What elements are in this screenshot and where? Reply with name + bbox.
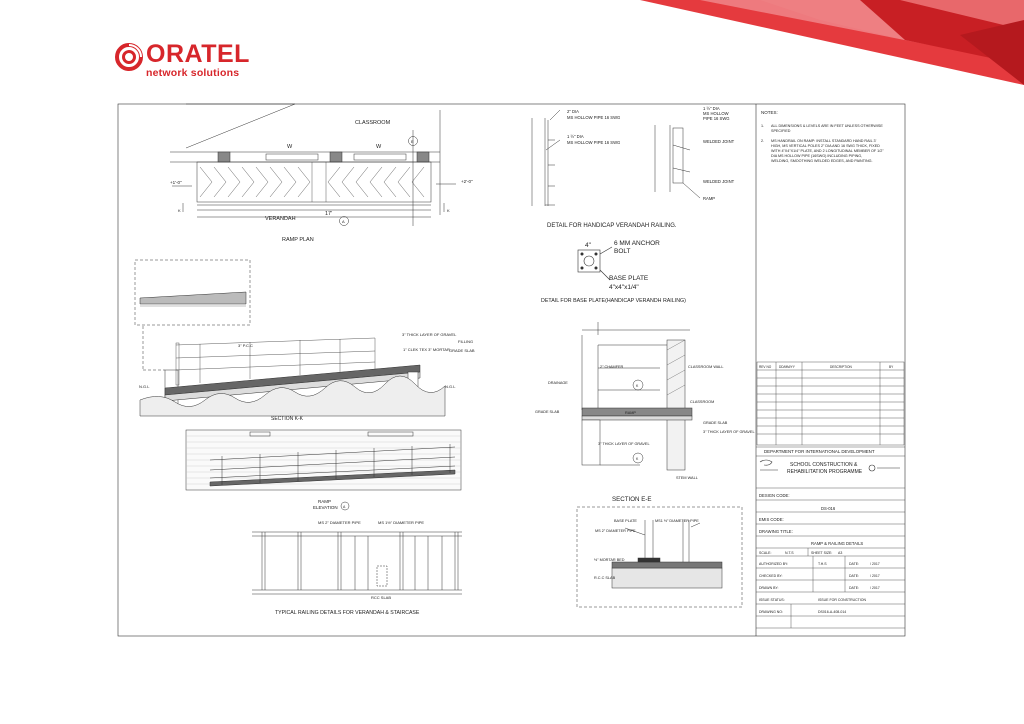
pipe-15-spec: MS HOLLOW PIPE 16 SWG [567,140,621,145]
section-kk-right [582,322,692,470]
tb-drawing-title-label: DRAWING TITLE: [759,529,793,534]
tb-date-label-1: DATE: [849,562,860,566]
pipe-2-dia: 2" DIA [567,109,579,114]
tb-prog1: SCHOOL CONSTRUCTION & [790,462,858,468]
anchor-2: BOLT [614,248,631,255]
pcc-label: 3" P.C.C [238,343,253,348]
pipe-15-dia: 1 ½" DIA [567,134,584,139]
tb-dept: DEPARTMENT FOR INTERNATIONAL DEVELOPMENT [764,449,875,454]
rev-col-date: DD/MM/YY [779,365,795,369]
title-section-kk: SECTION K-K [271,416,303,422]
tb-date-2: / 2017 [870,574,880,578]
tb-auth: T.H.S [818,562,827,566]
level-right: +2'-0" [461,179,473,184]
k-right: K [447,208,450,213]
brand-name: ORATEL [146,40,250,68]
note1-line1: ALL DIMENSIONS & LEVELS ARE IN FEET UNLESS OTHERWISE [771,124,883,128]
title-ramp-plan: RAMP PLAN [282,237,314,243]
revision-table [757,362,904,445]
welded-joint-2: WELDED JOINT [703,179,735,184]
ee-ms15: MS1 ½" DIAMETER PIPE [655,519,699,523]
tb-date-1: / 2017 [870,562,880,566]
note1-line2: SPECIFIED [771,129,791,133]
ramp-right: RAMP [625,411,636,415]
note2-line4: DIA MS HOLLOW PIPE (16SWG) INCLUDING PIPING, [771,154,863,158]
grade-right: GRADE SLAB [703,421,728,425]
drainage: DRAINAGE [548,381,568,385]
base-plate-detail [578,247,612,280]
k-tag-1: K [636,384,639,388]
note2-line2: HIGH, MS VERTICAL POLES 2" DIA AND 16 SWG THICK, FIXED [771,144,880,148]
classroom-right: CLASSROOM [690,400,715,404]
dim-w1: W [287,144,293,150]
ngl-left: N.G.L [139,384,150,389]
welded-joint-1: WELDED JOINT [703,139,735,144]
tb-design-code: DS-016 [821,506,836,511]
tb-prog2: REHABILITATION PROGRAMME [787,469,863,475]
stem-wall: STEM WALL [676,476,698,480]
ramp-label: RAMP [703,196,716,201]
section-kk [135,260,445,416]
railing-rcc: RCC SLAB [371,595,392,600]
tb-auth-label: AUTHORIZED BY: [759,562,789,566]
note2-line3: WITH 4"X4"X1/4" PLATE, AND 2 LONGITUDINAL MEMBER OF 1/2" [771,149,884,153]
grade-label: GRADE SLAB [449,348,475,353]
tb-emis-label: EMIS CODE: [759,517,784,522]
dim-w2: W [376,144,382,150]
tb-checked-label: CHECKED BY: [759,574,783,578]
pipe-r1: 1 ½" DIA [703,106,720,111]
note2-line5: WELDING, SMOOTHING WELDED EDGES, AND PAINTING. [771,159,873,163]
ee-baseplate: BASE PLATE [614,519,637,523]
title-section-ee: SECTION E-E [612,496,652,503]
tb-date-label-3: DATE: [849,586,860,590]
govt-logo-icon [869,465,875,471]
tb-drawn-label: DRAWN BY: [759,586,779,590]
notes-title: NOTES: [761,110,778,115]
ngl-right: N.G.L [445,384,456,389]
chamfer: 2" CHAMFER [600,365,624,369]
mortar-label: 1" CLEK TEX 3" MORTAR [403,347,450,352]
tb-issue: ISSUE FOR CONSTRUCTION [818,598,867,602]
pipe-r3: PIPE 16 SWG [703,116,730,121]
ee-rcc: R.C.C SLAB [594,576,616,580]
fill-label: 3" THICK LAYER OF GRAVEL [402,332,457,337]
baseplate-1: BASE PLATE [609,275,649,282]
ramp-elevation [186,430,461,510]
ramp-plan [170,104,456,226]
rev-col-no: REV NO [759,365,772,369]
dim-17ft: 17' [325,211,333,217]
classroom-wall: CLASSROOM WALL [688,365,724,369]
anchor-1: 6 MM ANCHOR [614,240,660,247]
ramp-elev-tag: A [343,505,346,509]
tb-scale: N.T.S [785,551,794,555]
pipe-r2: MS HOLLOW [703,111,729,116]
handicap-railing-detail [532,110,700,206]
tag-a: A [342,219,345,224]
ee-ms2: MS 2" DIAMETER PIPE [595,529,636,533]
typical-railing [252,532,462,594]
k-left: K [178,208,181,213]
gravel-right: 3" THICK LAYER OF GRAVEL [703,430,755,434]
gravel-left: 3" THICK LAYER OF GRAVEL [598,442,650,446]
tb-sheet-label: SHEET SIZE: [811,551,833,555]
tag-e: E [411,139,414,144]
tb-design-code-label: DESIGN CODE: [759,493,790,498]
label-classroom: CLASSROOM [355,120,391,126]
note2-num: 2. [761,139,765,143]
ramp-elev-2: ELEVATION [313,505,338,510]
pipe-2-spec: MS HOLLOW PIPE 16 SWG [567,115,621,120]
k-tag-2: K [636,457,639,461]
tb-drawing-title: RAMP & RAILING DETAILS [811,541,864,546]
tb-scale-label: SCALE: [759,551,772,555]
note1-num: 1. [761,124,765,128]
tb-sheet: A3 [838,551,843,555]
title-handicap-railing: DETAIL FOR HANDICAP VERANDAH RAILING. [547,223,677,229]
baseplate-dim: 4" [585,242,591,249]
ukaid-logo-icon [760,460,772,465]
ee-mortar: ½" MORTAR BED [594,558,625,562]
level-left: +1'-0" [170,180,182,185]
brand-tagline: network solutions [146,67,240,79]
tb-date-3: / 2017 [870,586,880,590]
tb-drawing-no-label: DRAWING NO: [759,610,783,614]
grade-left: GRADE SLAB [535,410,560,414]
rev-col-desc: DESCRIPTION [830,365,852,369]
railing-p1: MS 2" DIAMETER PIPE [318,520,361,525]
note2-line1: MS HANDRAIL ON RAMP: INSTALL STANDARD HAND RAIL 3' [771,139,877,143]
tb-date-label-2: DATE: [849,574,860,578]
ramp-elev-1: RAMP [318,499,332,504]
tb-drawing-no: DS016-A-408-014 [818,610,847,614]
label-verandah: VERANDAH [265,216,296,222]
rev-col-by: BY [889,365,894,369]
railing-p2: MS 1½" DIAMETER PIPE [378,520,425,525]
filling-label: FILLING [458,339,474,344]
tb-issue-label: ISSUE STATUS: [759,598,785,602]
title-base-plate: DETAIL FOR BASE PLATE(HANDICAP VERANDH RAILING) [541,298,686,304]
title-typical-railing: TYPICAL RAILING DETAILS FOR VERANDAH & STAIRCASE [275,610,420,616]
notes [761,110,884,163]
baseplate-2: 4"x4"x1/4" [609,284,639,291]
